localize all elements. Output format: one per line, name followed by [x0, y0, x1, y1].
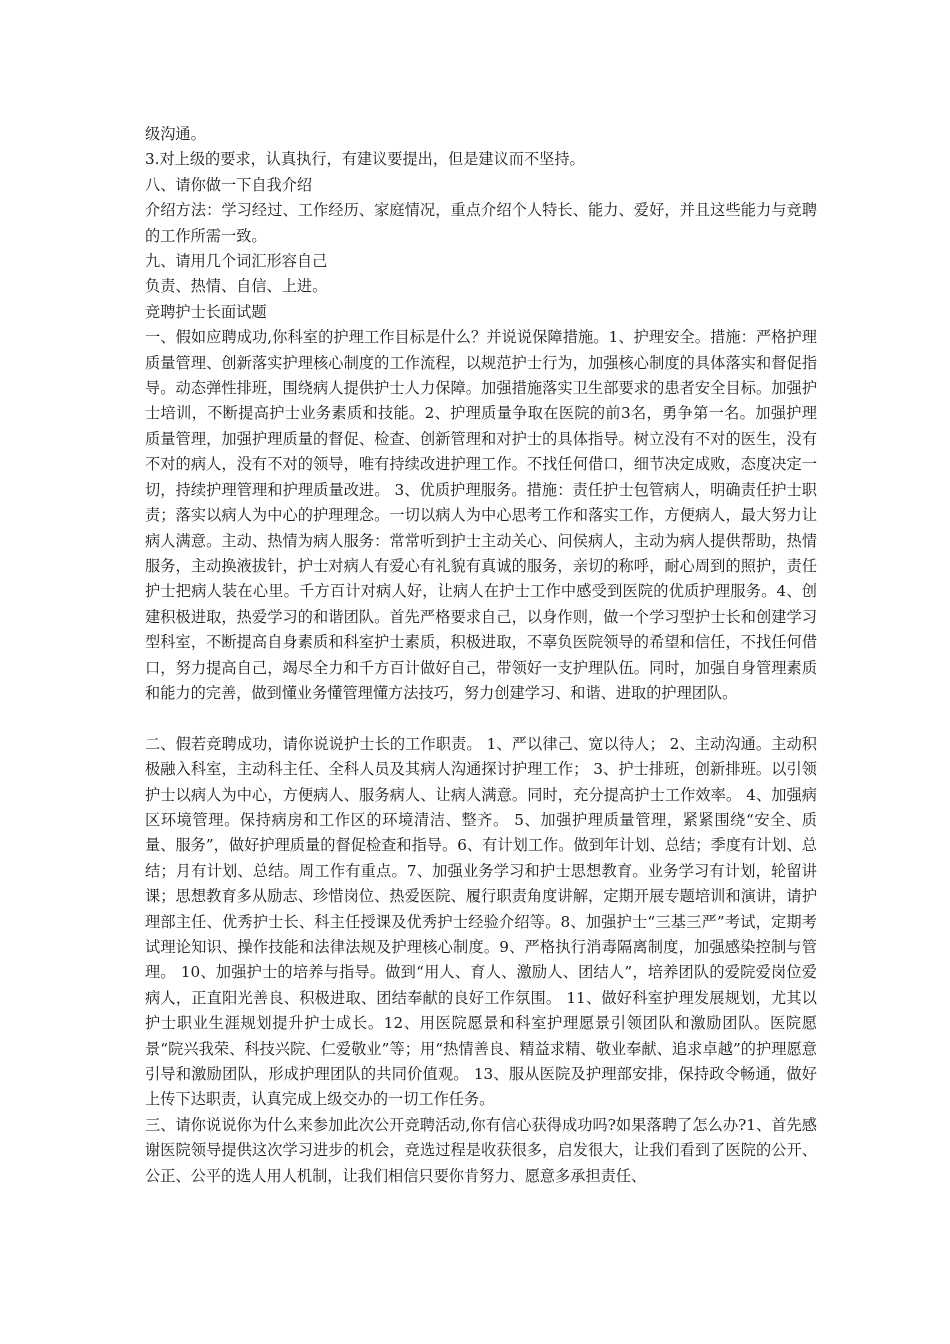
blank-line: [145, 706, 817, 731]
paragraph-continuation: 级沟通。: [145, 125, 206, 143]
paragraph-question-2: 二、假若竞聘成功，请你说说护士长的工作职责。 1、严以律己、宽以待人； 2、主动沟通。主动积极融入科室，主动科主任、全科人员及其病人沟通探讨护理工作； 3、护士排班，创新排班。以引领护士以病人为中心，方便病人、服务病人、让病人满意。同时，充分提高护士工作效率。 4、加强病区环境管理。保持病房和工作区的环境清洁、整齐。 5、加强护理质量管理，紧紧围绕“安全、质量、服务”，做好护理质量的督促检查和指导。6、有计划工作。做到年计划、总结；季度有计划、总结；月有计划、总结。周工作有重点。7、加强业务学习和护士思想教育。业务学习有计划，轮留讲课；思想教育多从励志、珍惜岗位、热爱医院、履行职责角度讲解，定期开展专题培训和演讲，请护理部主任、优秀护士长、科主任授课及优秀护士经验介绍等。8、加强护士“三基三严”考试，定期考试理论知识、操作技能和法律法规及护理核心制度。9、严格执行消毒隔离制度，加强感染控制与管理。 10、加强护士的培养与指导。做到“用人、育人、激励人、团结人”，培养团队的爱院爱岗位爱病人，正直阳光善良、积极进取、团结奉献的良好工作氛围。 11、做好科室护理发展规划，尤其以护士职业生涯规划提升护士成长。12、用医院愿景和科室护理愿景引领团队和激励团队。医院愿景“院兴我荣、科技兴院、仁爱敬业”等；用“热情善良、精益求精、敬业奉献、追求卓越”的护理愿意引导和激励团队，形成护理团队的共同价值观。 13、服从医院及护理部安排，保持政令畅通，做好上传下达职责，认真完成上级交办的一切工作任务。: [145, 734, 817, 1109]
document-page: [145, 122, 817, 1189]
section-title: 竞聘护士长面试题: [145, 302, 267, 321]
paragraph-question-1: 一、假如应聘成功,你科室的护理工作目标是什么？并说说保障措施。1、护理安全。措施：严格护理质量管理、创新落实护理核心制度的工作流程，以规范护士行为，加强核心制度的具体落实和督促指导。动态弹性排班，围绕病人提供护士人力保障。加强措施落实卫生部要求的患者安全目标。加强护士培训，不断提高护士业务素质和技能。2、护理质量争取在医院的前3名，勇争第一名。加强护理质量管理，加强护理质量的督促、检查、创新管理和对护士的具体指导。树立没有不对的医生，没有不对的病人，没有不对的领导，唯有持续改进护理工作。不找任何借口，细节决定成败，态度决定一切，持续护理管理和护理质量改进。 3、优质护理服务。措施：责任护士包管病人，明确责任护士职责；落实以病人为中心的护理理念。一切以病人为中心思考工作和落实工作，方便病人，最大努力让病人满意。主动、热情为病人服务：常常听到护士主动关心、问侯病人，主动为病人提供帮助，热情服务，主动换液拔针，护士对病人有爱心有礼貌有真诚的服务，亲切的称呼，耐心周到的照护，责任护士把病人装在心里。千方百计对病人好，让病人在护士工作中感受到医院的优质护理服务。4、创建积极进取，热爱学习的和谐团队。首先严格要求自己，以身作则，做一个学习型护士长和创建学习型科室，不断提高自身素质和科室护士素质，积极进取，不辜负医院领导的希望和信任，不找任何借口，努力提高自己，竭尽全力和千方百计做好自己，带领好一支护理队伍。同时，加强自身管理素质和能力的完善，做到懂业务懂管理懂方法技巧，努力创建学习、和谐、进取的护理团队。: [145, 328, 817, 702]
heading-describe-yourself: 九、请用几个词汇形容自己: [145, 252, 328, 271]
paragraph-question-3: 三、请你说说你为什么来参加此次公开竞聘活动,你有信心获得成功吗?如果落聘了怎么办?1、首先感谢医院领导提供这次学习进步的机会，竞选过程是收获很多，启发很大，让我们看到了医院的公开、公正、公平的选人用人机制，让我们相信只要你肯努力、愿意多承担责任、: [145, 1115, 817, 1185]
paragraph-describe-words: 负责、热情、自信、上进。: [145, 277, 328, 296]
paragraph-introduction-method: 介绍方法：学习经过、工作经历、家庭情况，重点介绍个人特长、能力、爱好，并且这些能力与竞聘的工作所需一致。: [145, 201, 817, 245]
heading-self-introduction: 八、请你做一下自我介绍: [145, 175, 313, 194]
paragraph-item-3: 3.对上级的要求，认真执行，有建议要提出，但是建议而不坚持。: [145, 150, 585, 169]
